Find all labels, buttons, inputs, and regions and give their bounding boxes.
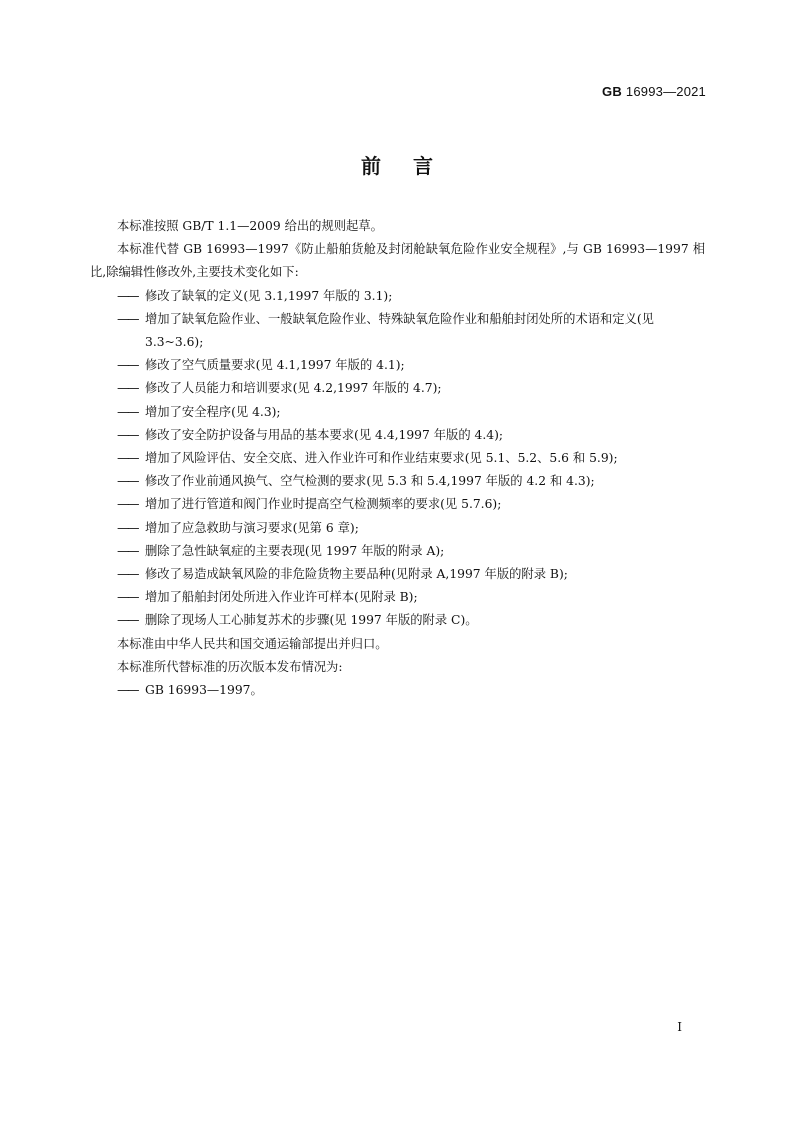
intro-paragraph-drafting: 本标准按照 GB/T 1.1—2009 给出的规则起草。 xyxy=(117,219,383,233)
list-item xyxy=(90,424,705,447)
standard-code-prefix: GB xyxy=(602,84,622,99)
dash-marker: —— xyxy=(117,288,138,303)
dash-marker: —— xyxy=(117,427,138,442)
list-item-text: 修改了空气质量要求(见 4.1,1997 年版的 4.1); xyxy=(145,358,405,373)
dash-marker: —— xyxy=(117,497,138,512)
list-item-text: 增加了应急救助与演习要求(见第 6 章); xyxy=(145,520,359,535)
dash-marker: —— xyxy=(117,451,138,466)
list-item xyxy=(90,447,705,470)
page-number: I xyxy=(677,1020,682,1034)
history-item-text: GB 16993—1997。 xyxy=(145,683,263,698)
list-item xyxy=(90,540,705,563)
dash-marker: —— xyxy=(117,613,138,628)
foreword-body xyxy=(90,215,705,702)
list-item-text: 修改了安全防护设备与用品的基本要求(见 4.4,1997 年版的 4.4); xyxy=(145,427,504,442)
list-item xyxy=(90,563,705,586)
list-item xyxy=(90,377,705,400)
dash-marker: —— xyxy=(117,381,138,396)
list-item-text: 增加了缺氧危险作业、一般缺氧危险作业、特殊缺氧危险作业和船舶封闭处所的术语和定义(见 3.3~3.6); xyxy=(145,311,654,350)
list-item xyxy=(90,401,705,424)
closing-paragraph-proposer: 本标准由中华人民共和国交通运输部提出并归口。 xyxy=(117,636,388,651)
list-item-text: 修改了缺氧的定义(见 3.1,1997 年版的 3.1); xyxy=(145,288,393,303)
closing-paragraph-history: 本标准所代替标准的历次版本发布情况为: xyxy=(117,659,343,674)
intro-paragraph-replacement: 本标准代替 GB 16993—1997《防止船舶货舱及封闭舱缺氧危险作业安全规程》,与 GB 16993—1997 相比,除编辑性修改外,主要技术变化如下: xyxy=(90,242,705,280)
history-item xyxy=(90,679,705,702)
dash-marker: —— xyxy=(117,520,138,535)
list-item-text: 增加了风险评估、安全交底、进入作业许可和作业结束要求(见 5.1、5.2、5.6 和 5.9); xyxy=(145,451,618,466)
list-item-text: 删除了急性缺氧症的主要表现(见 1997 年版的附录 A); xyxy=(145,543,445,558)
dash-marker: —— xyxy=(117,683,138,698)
page-title xyxy=(0,150,794,179)
dash-marker: —— xyxy=(117,567,138,582)
list-item xyxy=(90,308,705,354)
dash-marker: —— xyxy=(117,311,138,326)
list-item-text: 修改了作业前通风换气、空气检测的要求(见 5.3 和 5.4,1997 年版的 4.2 和 4.3); xyxy=(145,474,595,489)
list-item xyxy=(90,470,705,493)
standard-code-number: 16993—2021 xyxy=(625,84,706,99)
list-item-text: 修改了人员能力和培训要求(见 4.2,1997 年版的 4.7); xyxy=(145,381,442,396)
dash-marker: —— xyxy=(117,590,138,605)
dash-marker: —— xyxy=(117,404,138,419)
list-item-text: 增加了进行管道和阀门作业时提高空气检测频率的要求(见 5.7.6); xyxy=(145,497,502,512)
standard-code xyxy=(602,84,706,99)
list-item xyxy=(90,285,705,308)
list-item-text: 增加了船舶封闭处所进入作业许可样本(见附录 B); xyxy=(145,590,418,605)
list-item xyxy=(90,609,705,632)
dash-marker: —— xyxy=(117,543,138,558)
list-item xyxy=(90,517,705,540)
dash-marker: —— xyxy=(117,358,138,373)
dash-marker: —— xyxy=(117,474,138,489)
list-item-text: 修改了易造成缺氧风险的非危险货物主要品种(见附录 A,1997 年版的附录 B); xyxy=(145,567,568,582)
changes-list xyxy=(90,285,705,633)
list-item-text: 删除了现场人工心肺复苏术的步骤(见 1997 年版的附录 C)。 xyxy=(145,613,478,628)
list-item xyxy=(90,586,705,609)
page-title-text: 前言 xyxy=(361,154,465,178)
list-item xyxy=(90,493,705,516)
list-item-text: 增加了安全程序(见 4.3); xyxy=(145,404,281,419)
list-item xyxy=(90,354,705,377)
